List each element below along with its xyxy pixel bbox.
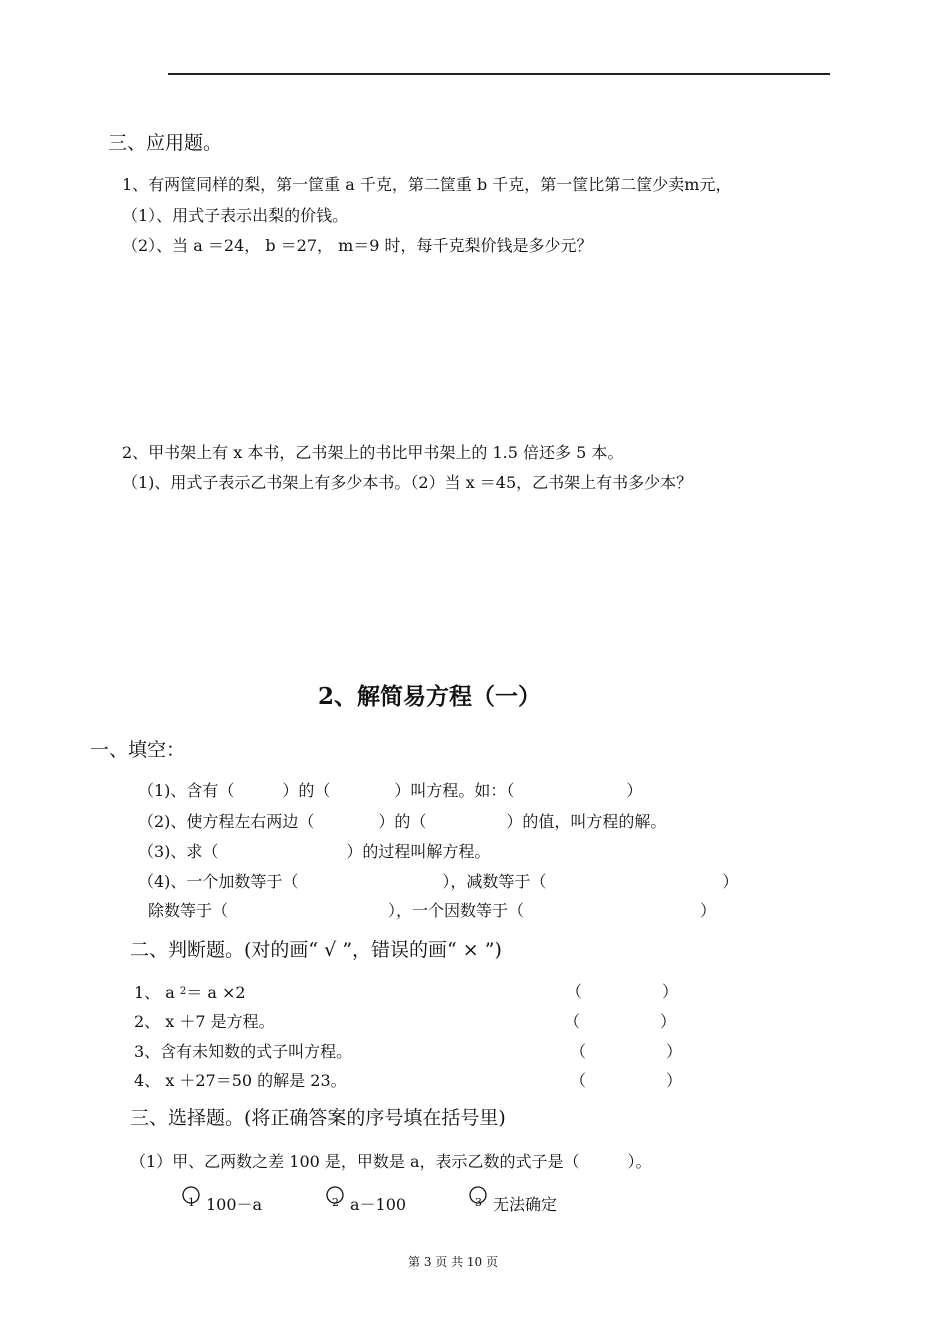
choice-option-text: 100－a: [206, 1195, 263, 1214]
fill-item-1: （1)、含有（ ）的（ ）叫方程。如：（ ）: [138, 781, 643, 800]
judge-blank-1: （ ）: [566, 982, 679, 1001]
judge-item-1: 1、 a $^2$＝ a ×2: [134, 983, 246, 1002]
choice-option-text: a－100: [350, 1195, 407, 1214]
fill-item-2: （2)、使方程左右两边（ ）的（ ）的值，叫方程的解。: [138, 812, 667, 831]
fill-item-3: （3)、求（ ）的过程叫解方程。: [138, 842, 491, 861]
choice-option-text: 无法确定: [493, 1195, 558, 1214]
choice-heading: 三、选择题。(将正确答案的序号填在括号里): [130, 1107, 506, 1129]
fill-blank-heading: 一、填空：: [90, 739, 186, 761]
choice-question-1: （1）甲、乙两数之差 100 是，甲数是 a，表示乙数的式子是（ ）。: [130, 1152, 652, 1171]
question-1-part-1: （1）、用式子表示出梨的价钱。: [122, 206, 349, 225]
lesson-title: 2、解简易方程（一）: [318, 683, 542, 710]
judge-item-2: 2、 x ＋7 是方程。: [134, 1012, 275, 1031]
fill-item-4: （4)、一个加数等于（ ），减数等于（ ）: [138, 872, 739, 891]
judge-heading: 二、判断题。(对的画“ √ ”，错误的画“ × ”): [130, 939, 502, 961]
section-heading-application: 三、应用题。: [108, 132, 223, 154]
question-2-stem: 2、甲书架上有 x 本书，乙书架上的书比甲书架上的 1.5 倍还多 5 本。: [122, 443, 624, 462]
judge-blank-4: （ ）: [570, 1071, 683, 1090]
question-1-part-2: （2）、当 a ＝24， b ＝27， m＝9 时，每千克梨价钱是多少元？: [122, 236, 593, 255]
question-1-stem: 1、有两筐同样的梨，第一筐重 a 千克，第二筐重 b 千克，第一筐比第二筐少卖m元，: [122, 175, 732, 194]
question-2-part-1: （1)、用式子表示乙书架上有多少本书。（2）当 x ＝45，乙书架上有书多少本？: [122, 473, 693, 492]
judge-blank-2: （ ）: [564, 1012, 677, 1031]
judge-blank-3: （ ）: [570, 1042, 683, 1061]
judge-item-4: 4、 x ＋27＝50 的解是 23。: [134, 1071, 347, 1090]
fill-item-5: 除数等于（ ），一个因数等于（ ）: [148, 901, 717, 920]
header-rule: [168, 73, 830, 75]
judge-item-3: 3、含有未知数的式子叫方程。: [134, 1042, 353, 1061]
page-footer: 第 3 页 共 10 页: [408, 1255, 498, 1269]
